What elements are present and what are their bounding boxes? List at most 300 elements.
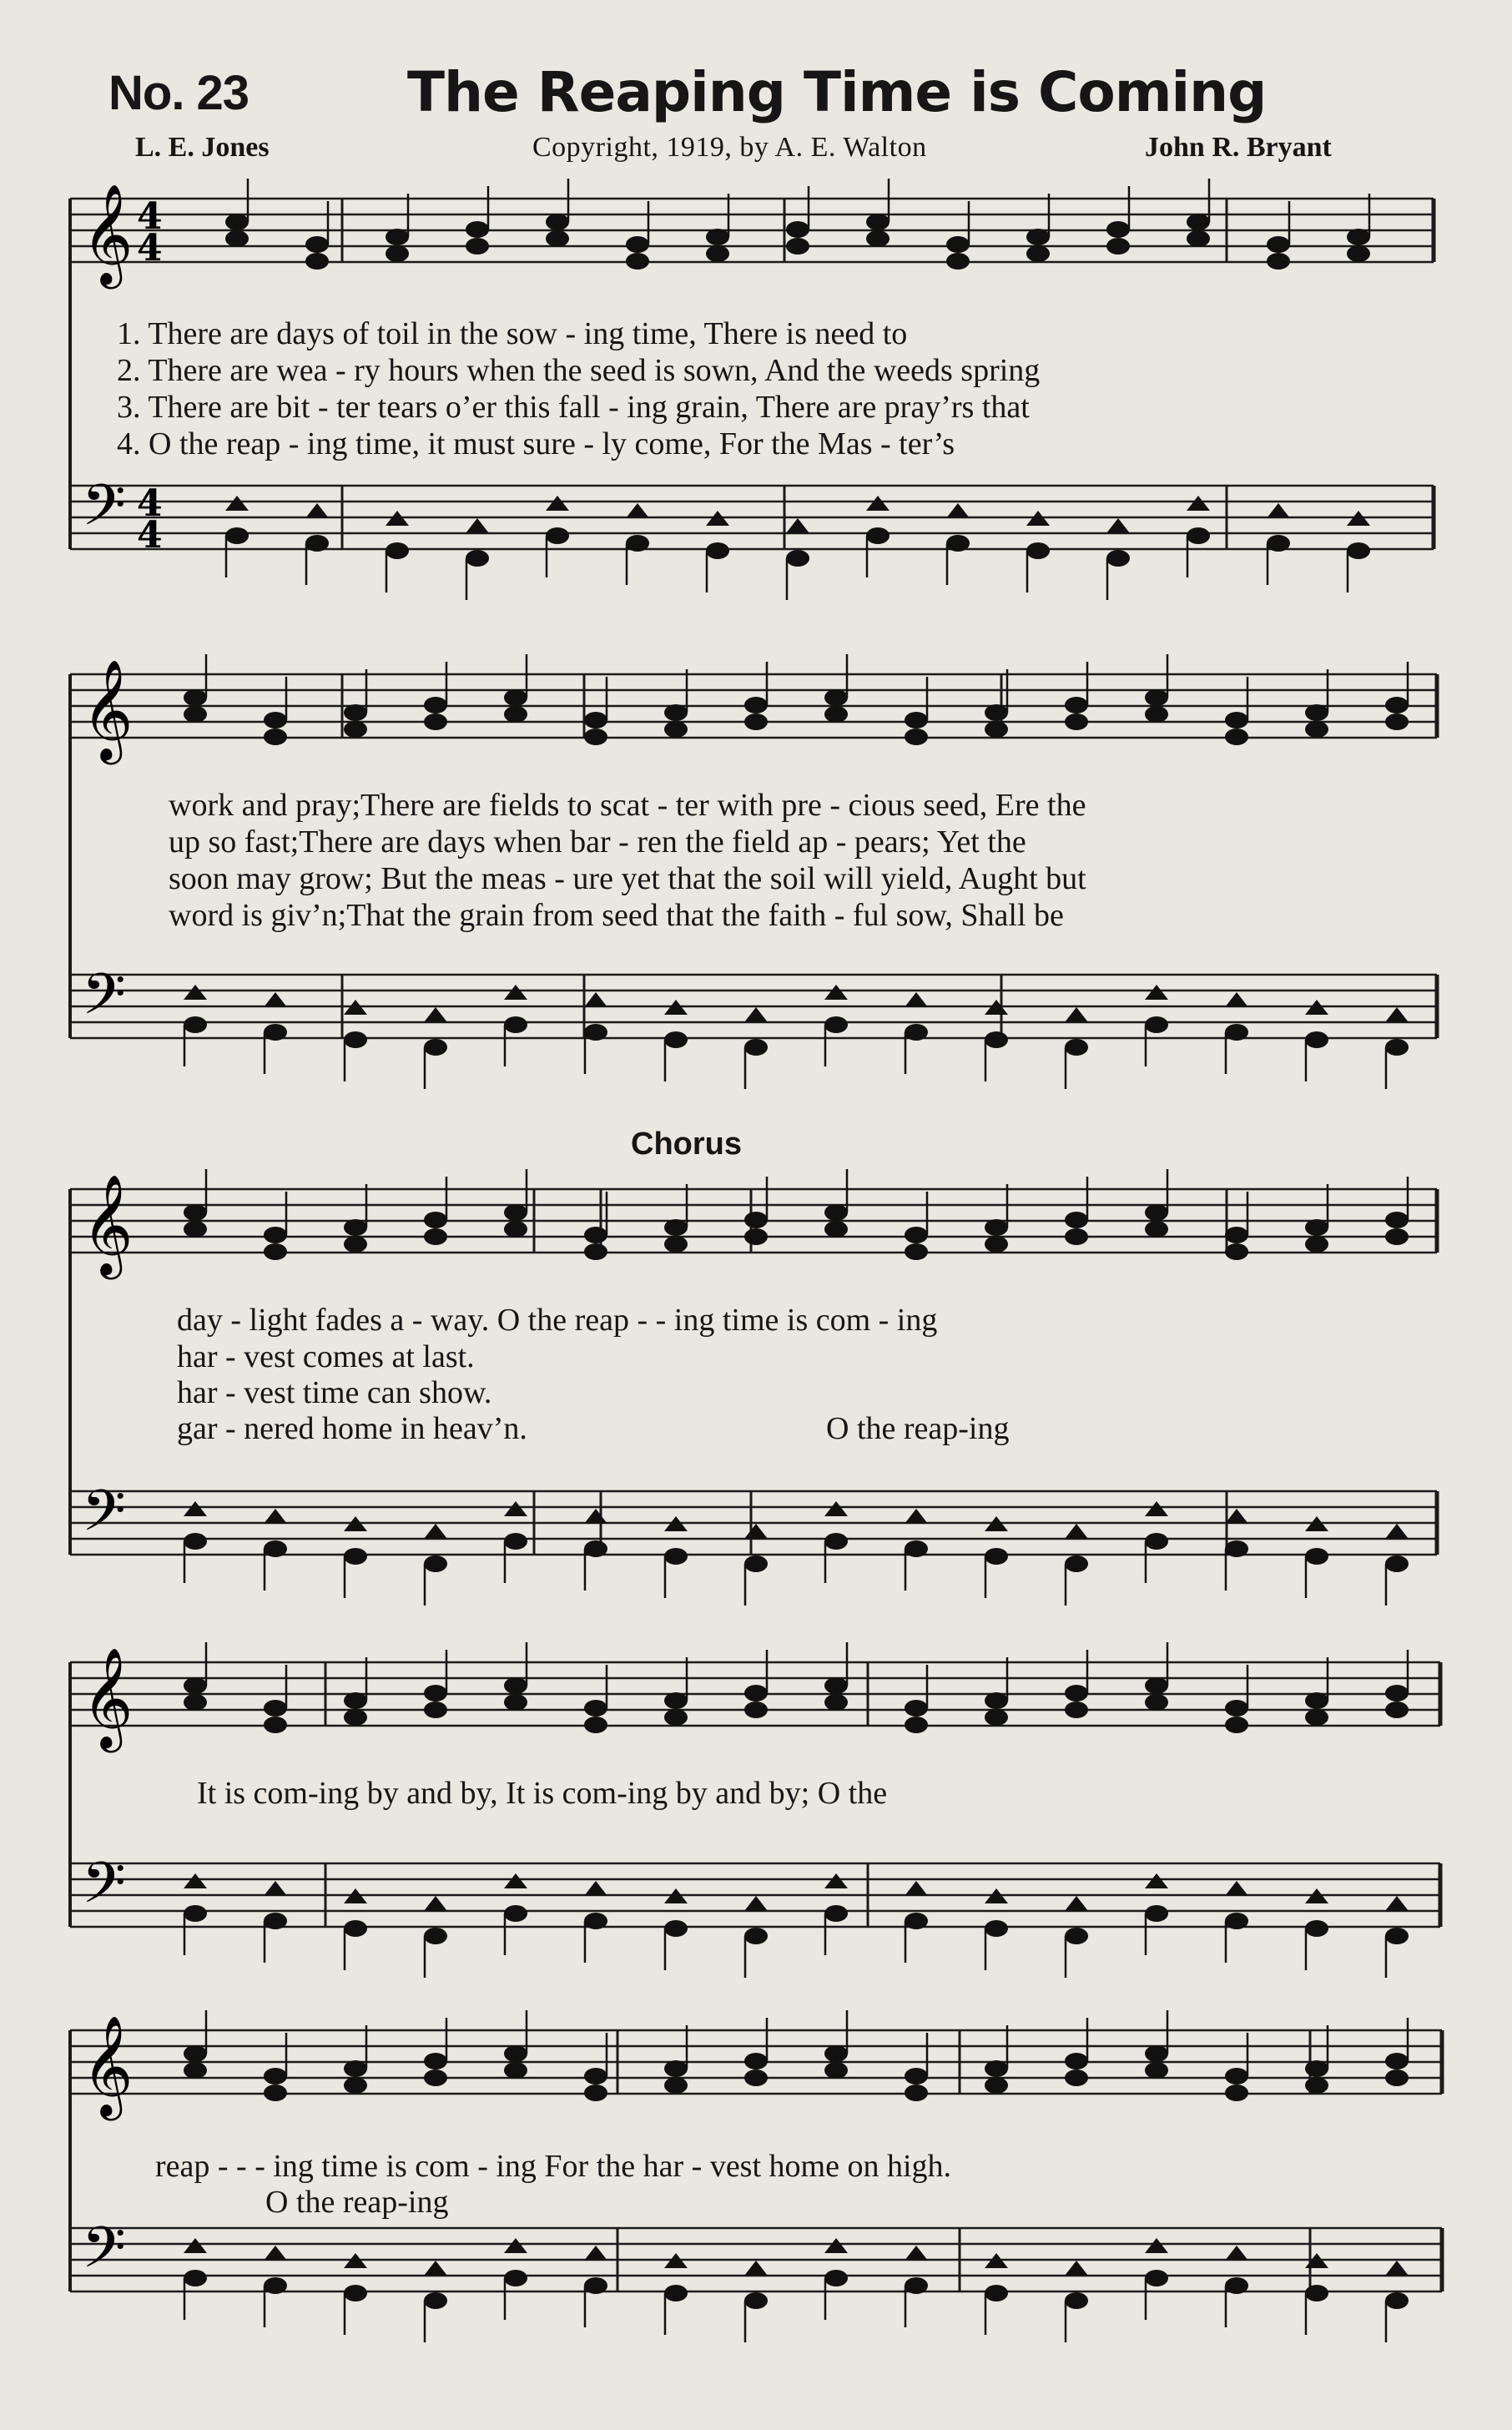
shape-note-head [424, 2261, 447, 2276]
note-head [786, 221, 809, 238]
treble-clef-icon: 𝄞 [82, 658, 134, 760]
chorus-label: Chorus [631, 1127, 742, 1162]
clefs [82, 183, 163, 2295]
shape-note-head [946, 503, 970, 518]
note-head [504, 1694, 527, 1711]
note-head [1065, 1212, 1088, 1228]
note-head [1225, 1700, 1248, 1717]
shape-note-head [824, 1501, 848, 1516]
note-head [344, 721, 367, 738]
shape-note-head [1106, 518, 1130, 533]
shape-note-head [466, 518, 489, 533]
note-head [504, 2062, 527, 2079]
chorus-line-1: It is com-ing by and by, It is com-ing by and by; O the [197, 1776, 888, 1811]
note-head [424, 697, 447, 713]
note-head [905, 1913, 928, 1929]
shape-note-head [744, 1524, 768, 1539]
shape-note-head [1267, 503, 1290, 518]
note-head [1145, 1221, 1168, 1238]
shape-note-head [264, 1881, 287, 1896]
shape-note-head [626, 503, 649, 518]
note-head [744, 713, 768, 730]
note-head [824, 1677, 848, 1694]
note-head [1385, 2292, 1409, 2309]
shape-note-head [584, 992, 607, 1007]
note-head [744, 1039, 768, 1056]
note-head [744, 1702, 768, 1718]
note-head [466, 238, 489, 255]
note-head [1305, 721, 1328, 738]
note-head [584, 1024, 607, 1041]
note-head [424, 1685, 447, 1702]
note-head [264, 1913, 287, 1929]
note-head [504, 1533, 527, 1550]
bass-clef-icon: 𝄢 [82, 2216, 126, 2295]
note-head [1225, 1024, 1248, 1041]
note-head [1145, 689, 1168, 706]
hymn-number: No. 23 [108, 66, 249, 120]
note-head [305, 236, 329, 253]
note-head [1065, 2070, 1088, 2086]
note-head [1305, 1031, 1328, 1048]
bass-clef-icon: 𝄢 [82, 962, 126, 1041]
note-head [786, 550, 809, 567]
shape-note-head [1225, 992, 1248, 1007]
note-head [985, 1236, 1008, 1253]
note-head [1065, 1702, 1088, 1718]
note-head [664, 1236, 688, 1253]
note-head [184, 2045, 207, 2062]
note-heads [184, 179, 1409, 2342]
note-head [1145, 1677, 1168, 1694]
verse-3-line-3: har - vest time can show. [177, 1375, 492, 1410]
note-head [344, 2077, 367, 2094]
shape-note-head [1385, 1524, 1409, 1539]
note-head [184, 2062, 207, 2079]
verse-3-line-2: soon may grow; But the meas - ure yet that the soil will yield, Aught but [169, 861, 1086, 896]
note-head [1267, 535, 1290, 552]
note-head [1385, 1212, 1409, 1228]
note-head [1225, 1243, 1248, 1260]
note-head [264, 2085, 287, 2101]
note-head [386, 245, 409, 262]
note-head [664, 1219, 688, 1236]
note-head [504, 1204, 527, 1221]
note-head [264, 1243, 287, 1260]
note-head [1225, 2085, 1248, 2101]
note-head [184, 1016, 207, 1033]
shape-note-head [504, 985, 527, 1000]
note-head [1385, 1228, 1409, 1245]
note-head [424, 2292, 447, 2309]
shape-note-head [824, 1873, 848, 1888]
shape-note-head [905, 2246, 928, 2261]
shape-note-head [1385, 2261, 1409, 2276]
note-head [386, 542, 409, 559]
shape-note-head [584, 1881, 607, 1896]
note-head [264, 1700, 287, 1717]
note-head [1385, 1928, 1409, 1944]
note-head [1187, 214, 1210, 230]
note-head [344, 1548, 367, 1565]
shape-note-head [1145, 1873, 1168, 1888]
hymn-title: The Reaping Time is Coming [407, 60, 1267, 124]
note-head [985, 1219, 1008, 1236]
note-head [584, 2068, 607, 2085]
note-head [1305, 1219, 1328, 1236]
note-head [344, 1920, 367, 1937]
bass-clef-icon: 𝄢 [82, 1479, 126, 1558]
chorus-bass-lyric-1: O the reap-ing [826, 1411, 1010, 1446]
note-head [466, 221, 489, 238]
note-head [1225, 1227, 1248, 1243]
shape-note-head [1065, 1524, 1088, 1539]
note-head [184, 1533, 207, 1550]
note-head [664, 1692, 688, 1709]
note-head [184, 2270, 207, 2286]
note-head [744, 2070, 768, 2086]
note-head [905, 1024, 928, 1041]
note-head [626, 236, 649, 253]
note-head [1106, 550, 1130, 567]
note-head [1065, 713, 1088, 730]
shape-note-head [584, 1509, 607, 1524]
note-head [905, 1227, 928, 1243]
shape-note-head [424, 1524, 447, 1539]
note-head [706, 245, 729, 262]
bass-clef-icon: 𝄢 [82, 473, 126, 552]
shape-note-head [824, 2238, 848, 2253]
shape-note-head [744, 1896, 768, 1911]
verse-4-line-2: word is giv’n;That the grain from seed that the faith - ful sow, Shall be [169, 898, 1064, 933]
note-head [1026, 245, 1050, 262]
note-head [584, 728, 607, 745]
note-head [744, 1555, 768, 1572]
note-head [424, 1228, 447, 1245]
shape-note-head [424, 1007, 447, 1022]
shape-note-head [184, 1873, 207, 1888]
note-head [626, 253, 649, 270]
note-head [264, 712, 287, 728]
note-head [1026, 229, 1050, 245]
shape-note-head [1145, 1501, 1168, 1516]
shape-note-head [424, 1896, 447, 1911]
note-head [1026, 542, 1050, 559]
bass-clef-icon: 𝄢 [82, 1851, 126, 1930]
note-head [344, 1031, 367, 1048]
shape-note-head [824, 985, 848, 1000]
note-head [1385, 1039, 1409, 1056]
note-head [664, 2060, 688, 2077]
note-head [344, 1692, 367, 1709]
note-head [504, 1905, 527, 1922]
note-head [1385, 2070, 1409, 2086]
note-head [866, 230, 890, 247]
shape-note-head [264, 2246, 287, 2261]
note-head [184, 1677, 207, 1694]
note-head [584, 1717, 607, 1733]
note-head [504, 1677, 527, 1694]
treble-clef-icon: 𝄞 [82, 1646, 134, 1748]
shape-note-head [1065, 1896, 1088, 1911]
verse-2-line-2: up so fast;There are days when bar - ren the field ap - pears; Yet the [169, 824, 1026, 860]
note-head [1145, 1533, 1168, 1550]
shape-note-head [504, 2238, 527, 2253]
note-head [305, 535, 329, 552]
shape-note-head [264, 992, 287, 1007]
note-head [264, 1227, 287, 1243]
note-head [626, 535, 649, 552]
note-head [905, 2068, 928, 2085]
note-head [1305, 2285, 1328, 2301]
note-head [1385, 2053, 1409, 2070]
note-head [1065, 2053, 1088, 2070]
shape-note-head [1065, 1007, 1088, 1022]
note-head [985, 2060, 1008, 2077]
note-head [424, 1212, 447, 1228]
note-head [744, 2292, 768, 2309]
note-head [424, 1555, 447, 1572]
note-head [1065, 1555, 1088, 1572]
lyricist-credit: L. E. Jones [135, 132, 270, 163]
note-head [504, 1016, 527, 1033]
shape-note-head [1225, 2246, 1248, 2261]
note-head [184, 1221, 207, 1238]
note-head [985, 704, 1008, 721]
note-head [824, 1016, 848, 1033]
note-head [985, 1031, 1008, 1048]
note-head [546, 230, 569, 247]
note-head [1225, 2068, 1248, 2085]
note-head [824, 689, 848, 706]
note-head [985, 1709, 1008, 1726]
note-head [584, 2277, 607, 2294]
note-head [344, 1219, 367, 1236]
note-head [1305, 1236, 1328, 1253]
note-head [584, 1227, 607, 1243]
note-head [184, 1694, 207, 1711]
treble-clef-icon: 𝄞 [82, 2014, 134, 2116]
note-head [344, 1236, 367, 1253]
note-head [866, 527, 890, 544]
treble-clef-icon: 𝄞 [82, 183, 134, 285]
note-head [1305, 1692, 1328, 1709]
note-head [664, 2077, 688, 2094]
note-head [264, 1540, 287, 1557]
note-head [584, 1913, 607, 1929]
note-head [466, 550, 489, 567]
note-head [1305, 2060, 1328, 2077]
verse-1-line-2: work and pray;There are fields to scat - ter with pre - cious seed, Ere the [169, 788, 1086, 823]
shape-note-head [1187, 496, 1210, 511]
note-head [824, 1533, 848, 1550]
note-head [1145, 1204, 1168, 1221]
note-head [1267, 236, 1290, 253]
note-head [305, 253, 329, 270]
chorus-line-2: reap - - - ing time is com - ing For the har - vest home on high. [155, 2149, 952, 2184]
note-head [264, 2277, 287, 2294]
note-head [664, 2285, 688, 2301]
note-head [664, 1031, 688, 1048]
note-head [546, 527, 569, 544]
shape-note-head [1145, 2238, 1168, 2253]
verse-3-line-1: 3. There are bit - ter tears o’er this fall - ing grain, There are pray’rs that [117, 390, 1030, 425]
treble-time-signature-top: 4 [137, 195, 163, 238]
note-head [225, 214, 249, 230]
note-head [584, 1243, 607, 1260]
note-head [504, 689, 527, 706]
note-head [1305, 1709, 1328, 1726]
shape-note-head [744, 2261, 768, 2276]
shape-note-head [1145, 985, 1168, 1000]
shape-note-head [546, 496, 569, 511]
note-head [905, 712, 928, 728]
note-head [664, 1920, 688, 1937]
note-head [946, 236, 970, 253]
note-head [985, 1692, 1008, 1709]
note-head [1385, 1702, 1409, 1718]
shape-note-head [184, 2238, 207, 2253]
note-head [946, 535, 970, 552]
note-head [905, 1243, 928, 1260]
note-head [664, 704, 688, 721]
verse-2-line-3: har - vest comes at last. [177, 1339, 475, 1374]
note-head [1187, 527, 1210, 544]
bass-time-signature-top: 4 [137, 482, 163, 525]
note-head [424, 713, 447, 730]
note-head [706, 542, 729, 559]
note-head [1305, 2077, 1328, 2094]
note-head [744, 2053, 768, 2070]
note-head [946, 253, 970, 270]
note-head [824, 1694, 848, 1711]
note-head [184, 689, 207, 706]
note-head [1225, 1540, 1248, 1557]
note-head [584, 712, 607, 728]
note-head [1347, 542, 1370, 559]
shape-note-head [1065, 2261, 1088, 2276]
note-head [1225, 2277, 1248, 2294]
note-head [905, 1717, 928, 1733]
note-head [824, 2045, 848, 2062]
note-head [1145, 1016, 1168, 1033]
note-head [1065, 1685, 1088, 1702]
shape-note-head [866, 496, 890, 511]
note-head [905, 2277, 928, 2294]
note-head [985, 2285, 1008, 2301]
shape-note-head [905, 1881, 928, 1896]
shape-note-head [184, 1501, 207, 1516]
bass-time-signature-bottom: 4 [137, 514, 163, 557]
note-head [1225, 1717, 1248, 1733]
note-head [1187, 230, 1210, 247]
shape-note-head [786, 518, 809, 533]
note-head [985, 2077, 1008, 2094]
shape-note-head [905, 1509, 928, 1524]
note-head [706, 229, 729, 245]
note-head [824, 1221, 848, 1238]
note-head [985, 1548, 1008, 1565]
note-head [824, 2270, 848, 2286]
note-head [905, 2085, 928, 2101]
note-head [1347, 245, 1370, 262]
treble-clef-icon: 𝄞 [82, 1173, 134, 1275]
note-head [225, 230, 249, 247]
note-head [664, 1709, 688, 1726]
note-head [1385, 1685, 1409, 1702]
note-head [264, 728, 287, 745]
shape-note-head [184, 985, 207, 1000]
note-head [504, 1221, 527, 1238]
note-head [1305, 704, 1328, 721]
copyright-notice: Copyright, 1919, by A. E. Walton [532, 132, 927, 163]
composer-credit: John R. Bryant [1145, 132, 1332, 163]
note-head [1225, 712, 1248, 728]
note-head [504, 2045, 527, 2062]
note-head [905, 1700, 928, 1717]
note-head [424, 2070, 447, 2086]
note-head [1145, 2062, 1168, 2079]
note-head [1385, 1555, 1409, 1572]
verse-4-line-3: gar - nered home in heav’n. [177, 1411, 527, 1446]
note-head [1385, 713, 1409, 730]
note-head [1225, 1913, 1248, 1929]
note-head [744, 697, 768, 713]
note-head [1065, 1039, 1088, 1056]
note-head [504, 706, 527, 723]
note-head [264, 1024, 287, 1041]
note-head [824, 1905, 848, 1922]
shape-note-head [504, 1501, 527, 1516]
note-head [1065, 2292, 1088, 2309]
note-head [824, 1204, 848, 1221]
note-head [1065, 1228, 1088, 1245]
note-head [905, 728, 928, 745]
note-head [344, 1709, 367, 1726]
note-head [1065, 697, 1088, 713]
shape-note-head [744, 1007, 768, 1022]
shape-note-head [1385, 1896, 1409, 1911]
shape-note-head [504, 1873, 527, 1888]
note-head [344, 2285, 367, 2301]
shape-note-head [264, 1509, 287, 1524]
note-head [985, 1920, 1008, 1937]
verse-2-line-1: 2. There are wea - ry hours when the seed is sown, And the weeds spring [117, 353, 1041, 388]
note-head [744, 1685, 768, 1702]
note-head [424, 1702, 447, 1718]
note-head [184, 1905, 207, 1922]
note-head [584, 2085, 607, 2101]
chorus-bass-lyric-2: O the reap-ing [265, 2185, 449, 2220]
note-head [264, 1717, 287, 1733]
shape-note-head [225, 496, 249, 511]
note-head [1347, 229, 1370, 245]
shape-note-head [1385, 1007, 1409, 1022]
note-head [786, 238, 809, 255]
note-head [1106, 238, 1130, 255]
note-head [1065, 1928, 1088, 1944]
shape-note-head [305, 503, 329, 518]
note-head [424, 1928, 447, 1944]
note-head [744, 1928, 768, 1944]
note-head [664, 721, 688, 738]
note-head [1145, 1694, 1168, 1711]
note-head [1145, 1905, 1168, 1922]
note-head [386, 229, 409, 245]
note-head [985, 721, 1008, 738]
verse-4-line-1: 4. O the reap - ing time, it must sure - ly come, For the Mas - ter’s [117, 426, 955, 461]
note-head [504, 2270, 527, 2286]
